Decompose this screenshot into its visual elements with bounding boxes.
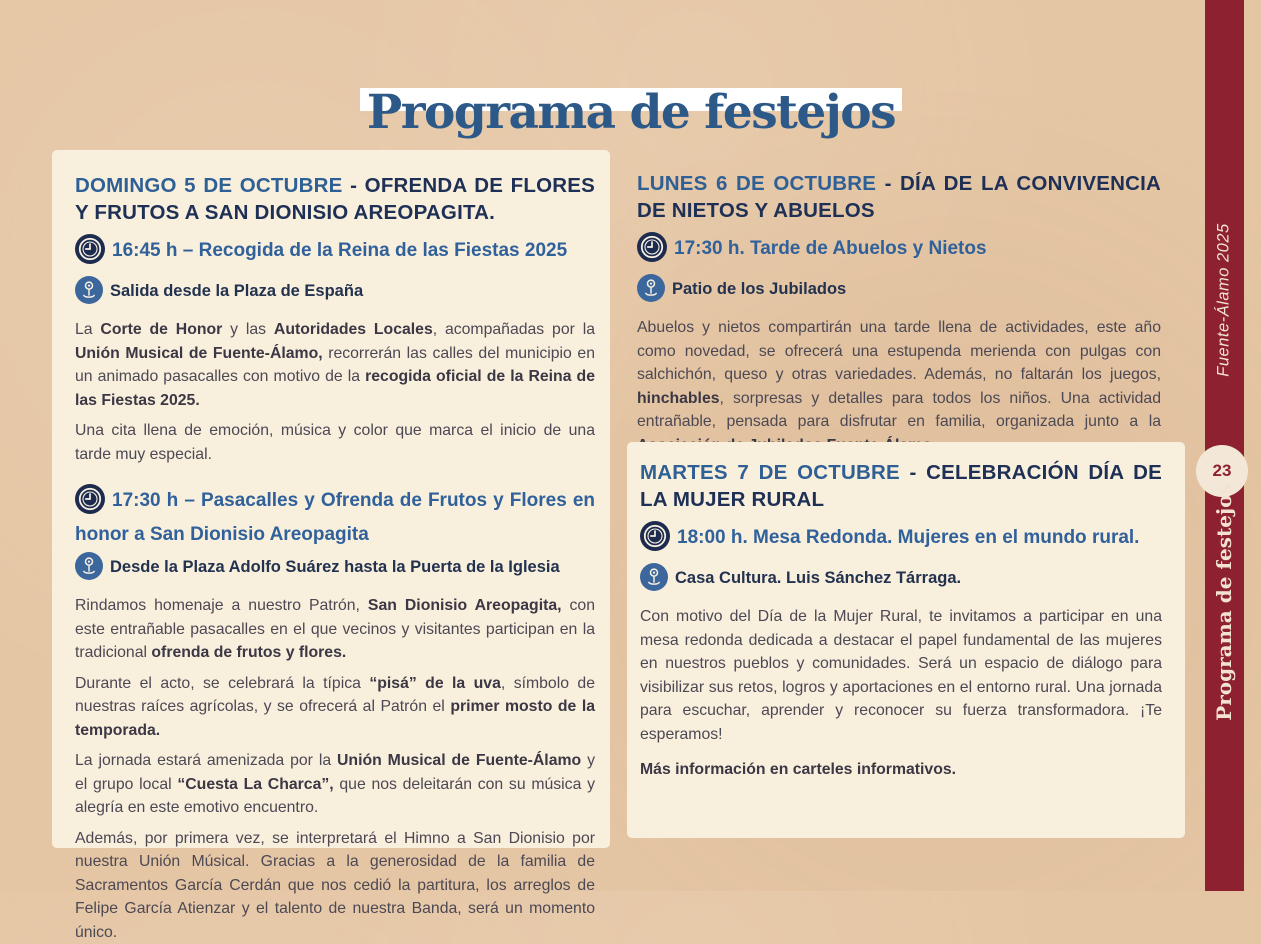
event-card-martes [627, 442, 1185, 838]
clock-icon [75, 484, 105, 522]
location-pin-icon [640, 563, 668, 598]
sidebar-section-label: Programa de festejos [1212, 483, 1236, 721]
event-paragraph: La jornada estará amenizada por la Unión Musical de Fuente-Álamo y el grupo local “Cuesta La Charca”, que nos deleitarán con su música y alegría en este emotivo encuentro. [75, 749, 595, 820]
session-place-label: Patio de los Jubilados [672, 280, 846, 298]
session-place-label: Salida desde la Plaza de España [110, 282, 363, 300]
page-number: 23 [1213, 461, 1232, 481]
event-note: Más información en carteles informativos. [640, 758, 1162, 781]
event-subject: - DÍA DE LA CONVIVENCIA DE NIETOS Y ABUELOS [637, 172, 1161, 222]
event-subject: - OFRENDA DE FLORES Y FRUTOS A SAN DIONISIO AREOPAGITA. [75, 174, 595, 224]
event-paragraph: Una cita llena de emoción, música y color que marca el inicio de una tarde muy especial. [75, 419, 595, 466]
session-time [75, 234, 595, 272]
event-paragraph: La Corte de Honor y las Autoridades Locales, acompañadas por la Unión Musical de Fuente-Álamo, recorrerán las calles del municipio en un animado pasacalles con motivo de la recogida oficial de la Reina de las Fiestas 2025. [75, 318, 595, 412]
event-date: DOMINGO 5 DE OCTUBRE [75, 174, 343, 197]
session-place-label: Desde la Plaza Adolfo Suárez hasta la Puerta de la Iglesia [110, 558, 560, 576]
session-time-label: 17:30 h – Pasacalles y Ofrenda de Frutos y Flores en honor a San Dionisio Areopagita [75, 490, 595, 545]
session-time [637, 232, 1161, 270]
sidebar-edition-label: Fuente-Álamo 2025 [1215, 223, 1234, 376]
session-place [640, 563, 1162, 598]
event-date: LUNES 6 DE OCTUBRE [637, 172, 876, 195]
event-heading [640, 459, 1162, 513]
clock-icon [640, 521, 670, 559]
event-date: MARTES 7 DE OCTUBRE [640, 461, 900, 484]
event-paragraph: Con motivo del Día de la Mujer Rural, te invitamos a participar en una mesa redonda dedicada a destacar el papel fundamental de las mujeres en nuestros pueblos y comunidades. Será un espacio de diálogo para visibilizar sus retos, logros y aportaciones en el entorno rural. Una jornada para escuchar, aprender y reconocer su fuerza transformadora. ¡Te esperamos! [640, 605, 1162, 746]
event-heading [637, 170, 1161, 224]
session-time-label: 17:30 h. Tarde de Abuelos y Nietos [674, 238, 987, 259]
clock-icon [75, 234, 105, 272]
event-paragraph: Durante el acto, se celebrará la típica “pisá” de la uva, símbolo de nuestras raíces agrícolas, y se ofrecerá al Patrón el primer mosto de la temporada. [75, 672, 595, 743]
event-paragraph: Abuelos y nietos compartirán una tarde llena de actividades, este año como novedad, se ofrecerá una estupenda merienda con pulgas con salchichón, queso y otras variedades. Además, no faltarán los juegos, hinchables, sorpresas y detalles para todos los niños. Una actividad entrañable, pensada para disfrutar en familia, organizada junto a la [637, 316, 1161, 457]
event-heading [75, 172, 595, 226]
session-place [75, 276, 595, 311]
session-time [640, 521, 1162, 559]
event-section-lunes [637, 170, 1161, 464]
event-subject: - CELEBRACIÓN DÍA DE LA MUJER RURAL [640, 461, 1162, 511]
session-time-label: 16:45 h – Recogida de la Reina de las Fiestas 2025 [112, 240, 567, 261]
clock-icon [637, 232, 667, 270]
session-place [75, 552, 595, 587]
session-time-label: 18:00 h. Mesa Redonda. Mujeres en el mundo rural. [677, 527, 1139, 548]
event-paragraph: Además, por primera vez, se interpretará el Himno a San Dionisio por nuestra Unión Músical. Gracias a la generosidad de la familia de Sacramentos García Cerdán que nos cedió la partitura, los arreglos de Felipe García Atienzar y el talento de nuestra Banda, será un momento único. [75, 827, 595, 944]
session-place-label: Casa Cultura. Luis Sánchez Tárraga. [675, 569, 961, 587]
location-pin-icon [637, 274, 665, 309]
session-place [637, 274, 1161, 309]
event-card-domingo [52, 150, 610, 848]
location-pin-icon [75, 276, 103, 311]
location-pin-icon [75, 552, 103, 587]
session-time [75, 484, 595, 548]
event-paragraph: Rindamos homenaje a nuestro Patrón, San Dionisio Areopagita, con este entrañable pasacalles en el que vecinos y visitantes participan en la tradicional ofrenda de frutos y flores. [75, 594, 595, 665]
page-title: Programa de festejos [352, 85, 910, 140]
